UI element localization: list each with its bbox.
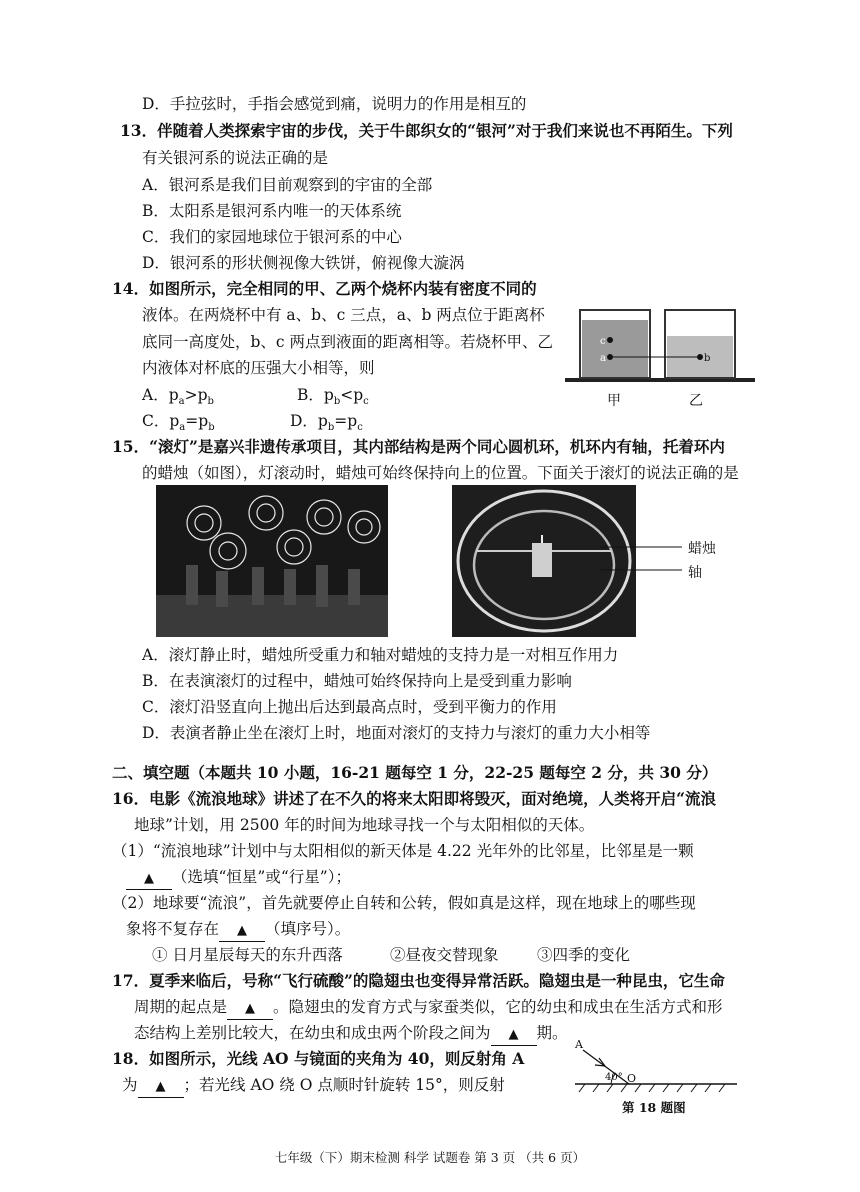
q12-option-d: D．手拉弦时，手指会感觉到痛，说明力的作用是相互的 [142,95,527,113]
q13-option-a: A．银河系是我们目前观察到的宇宙的全部 [142,176,433,194]
q17-line2: 周期的起点是 ▲ 。隐翅虫的发育方式与家蚕类似，它的幼虫和成虫在生活方式和形 [134,997,723,1020]
q16-blank-1[interactable]: ▲ [126,869,172,890]
mirror-hatching [579,1084,725,1092]
liquid-jia [582,320,648,377]
q16-stem-line2: 地球”计划，用 2500 年的时间为地球寻找一个与太阳相似的天体。 [134,816,595,834]
q17-line3: 态结构上差别比较大，在幼虫和成虫两个阶段之间为 ▲ 期。 [134,1023,568,1046]
q14-stem-line1: 14．如图所示，完全相同的甲、乙两个烧杯内装有密度不同的 [112,279,537,298]
q15-stem-line2: 的蜡烛（如图），灯滚动时，蜡烛可始终保持向上的位置。下面关于滚灯的说法正确的是 [142,464,739,482]
label-jia: 甲 [607,393,621,409]
section-2-title: 二、填空题（本题共 10 小题，16-21 题每空 1 分，22-25 题每空 2 分，共 30 分） [112,763,718,782]
label-a: a [600,353,606,364]
q14-option-b: B．$p_b<p_c$ [297,386,369,408]
label-c: c [600,336,606,347]
q15-option-d: D．表演者静止坐在滚灯上时，地面对滚灯的支持力与滚灯的重力大小相等 [142,724,651,742]
rolling-lantern-performance-photo [156,485,388,637]
q18-line1: 18．如图所示，光线 AO 与镜面的夹角为 40，则反射角 A [112,1049,525,1068]
q16-part1-line2: ▲ （选填“恒星”或“行星”）； [126,867,351,890]
q18-line2: 为 ▲ ；若光线 AO 绕 O 点顺时针旋转 15°，则反射 [122,1075,505,1098]
label-axis: 轴 [688,565,702,581]
q13-option-c: C．我们的家园地球位于银河系的中心 [142,228,402,246]
label-yi: 乙 [689,393,703,409]
q14-option-d: D．$p_b=p_c$ [290,412,363,434]
q16-option-1: ① 日月星辰每天的东升西落 [152,946,343,964]
label-pointer-lines [600,540,690,580]
q14-beaker-figure [560,298,760,408]
q14-stem-line2: 液体。在两烧杯中有 a、b、c 三点，a、b 两点位于距离杯 [142,306,545,324]
q18-figure-caption: 第 18 题图 [622,1100,686,1115]
q14-option-a: A．$p_a>p_b$ [142,386,214,408]
q16-part2-line2: 象将不复存在 ▲ （填序号）。 [126,919,350,942]
q17-blank-1[interactable]: ▲ [227,999,273,1020]
q16-part1-line1: （1）“流浪地球”计划中与太阳相似的新天体是 4.22 光年外的比邻星，比邻星是一颗 [112,842,694,860]
q15-option-a: A．滚灯静止时，蜡烛所受重力和轴对蜡烛的支持力是一对相互作用力 [142,646,619,664]
label-point-o: O [627,1072,637,1085]
q16-option-2: ②昼夜交替现象 [390,946,499,964]
page-footer: 七年级（下）期末检测 科学 试题卷 第 3 页 （共 6 页） [274,1150,586,1165]
q17-line1: 17．夏季来临后，号称“飞行硫酸”的隐翅虫也变得异常活跃。隐翅虫是一种昆虫，它生命 [112,971,725,990]
q14-stem-line3: 底同一高度处，b、c 两点到液面的距离相等。若烧杯甲、乙 [142,333,554,351]
label-candle: 蜡烛 [688,541,716,557]
label-point-a: A [575,1038,583,1051]
q15-option-c: C．滚灯沿竖直向上抛出后达到最高点时，受到平衡力的作用 [142,698,557,716]
label-b: b [704,353,711,364]
q14-stem-line4: 内液体对杯底的压强大小相等，则 [142,359,375,377]
q18-blank-1[interactable]: ▲ [138,1077,184,1098]
q17-blank-2[interactable]: ▲ [491,1025,537,1046]
point-c [607,337,613,343]
q16-option-3: ③四季的变化 [537,946,631,964]
q16-blank-2[interactable]: ▲ [219,921,265,942]
q16-part2-line1: （2）地球要“流浪”，首先就要停止自转和公转，假如真是这样，现在地球上的哪些现 [112,894,696,912]
q15-stem-line1: 15．“滚灯”是嘉兴非遗传承项目，其内部结构是两个同心圆机环，机环内有轴，托着环内 [112,437,725,456]
q13-stem-line1: 13．伴随着人类探索宇宙的步伐，关于牛郎织女的“银河”对于我们来说也不再陌生。下列 [120,121,733,140]
q14-option-c: C．$p_a=p_b$ [142,412,215,434]
q16-stem-line1: 16．电影《流浪地球》讲述了在不久的将来太阳即将毁灭，面对绝境，人类将开启“流浪 [112,789,716,808]
label-angle: 40° [605,1072,623,1083]
q15-option-b: B．在表演滚灯的过程中，蜡烛可始终保持向上是受到重力影响 [142,672,572,690]
q13-stem-line2: 有关银河系的说法正确的是 [142,149,329,167]
q13-option-d: D．银河系的形状侧视像大铁饼，俯视像大漩涡 [142,254,465,272]
q13-option-b: B．太阳系是银河系内唯一的天体系统 [142,202,402,220]
